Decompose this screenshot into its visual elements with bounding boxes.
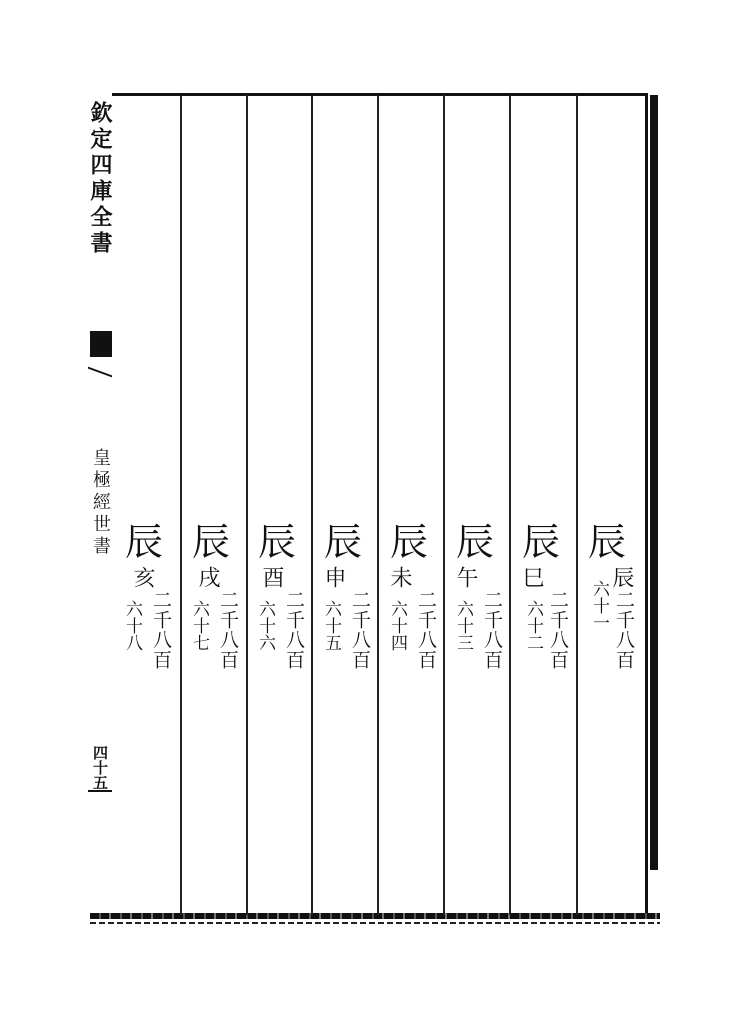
series-title: 欽定四庫全書 bbox=[87, 101, 113, 257]
entry-column bbox=[517, 520, 583, 700]
entry-number-sub: 六十五 bbox=[321, 600, 341, 651]
entry-branch: 亥 bbox=[130, 566, 155, 588]
entry-branch: 未 bbox=[387, 566, 412, 588]
entry-number-main: 二千八百 bbox=[415, 590, 437, 670]
entry-number-sub: 六十六 bbox=[255, 600, 275, 651]
entry-number-main: 二千八百 bbox=[150, 590, 172, 670]
entry-number-sub: 六十七 bbox=[189, 600, 209, 651]
entry-number-main: 二千八百 bbox=[217, 590, 239, 670]
entry-heading: 辰 bbox=[521, 520, 560, 564]
entry-heading: 辰 bbox=[323, 520, 362, 564]
column-divider bbox=[576, 95, 578, 915]
entry-branch: 午 bbox=[453, 566, 478, 588]
entry-heading: 辰 bbox=[389, 520, 428, 564]
entry-heading: 辰 bbox=[191, 520, 230, 564]
column-divider bbox=[377, 95, 379, 915]
column-divider bbox=[180, 95, 182, 915]
entry-branch: 申 bbox=[321, 566, 346, 588]
entry-branch: 巳 bbox=[519, 566, 544, 588]
page-number: 四十五 bbox=[88, 745, 112, 792]
entry-number-sub: 六十三 bbox=[453, 600, 473, 651]
book-title: 皇極經世書 bbox=[90, 448, 111, 558]
entry-column bbox=[451, 520, 517, 700]
entry-column bbox=[319, 520, 385, 700]
entry-column bbox=[385, 520, 451, 700]
entry-branch: 酉 bbox=[259, 566, 284, 588]
entry-branch: 戌 bbox=[195, 566, 220, 588]
entry-branch: 辰 bbox=[609, 566, 634, 588]
page-frame bbox=[112, 93, 648, 915]
entry-number-sub: 六十一 bbox=[589, 580, 609, 631]
page-margin-column bbox=[88, 93, 112, 915]
entry-number-main: 二千八百 bbox=[547, 590, 569, 670]
frame-right-border bbox=[650, 95, 658, 870]
entry-heading: 辰 bbox=[455, 520, 494, 564]
entry-number-main: 二千八百 bbox=[283, 590, 305, 670]
frame-bottom-rule bbox=[90, 922, 660, 924]
column-divider bbox=[443, 95, 445, 915]
entry-heading: 辰 bbox=[587, 520, 626, 564]
column-divider bbox=[246, 95, 248, 915]
entry-column bbox=[253, 520, 319, 700]
entry-column bbox=[120, 520, 186, 700]
entry-number-sub: 六十四 bbox=[387, 600, 407, 651]
entry-number-main: 二千八百 bbox=[349, 590, 371, 670]
column-divider bbox=[509, 95, 511, 915]
entry-number-sub: 六十二 bbox=[523, 600, 543, 651]
entry-column bbox=[583, 520, 649, 700]
entry-number-main: 二千八百 bbox=[481, 590, 503, 670]
entry-number-main: 二千八百 bbox=[613, 590, 635, 670]
entry-number-sub: 六十八 bbox=[122, 600, 142, 651]
entry-column bbox=[187, 520, 253, 700]
frame-bottom-border bbox=[90, 913, 660, 919]
column-divider bbox=[311, 95, 313, 915]
entry-heading: 辰 bbox=[124, 520, 163, 564]
entry-heading: 辰 bbox=[257, 520, 296, 564]
